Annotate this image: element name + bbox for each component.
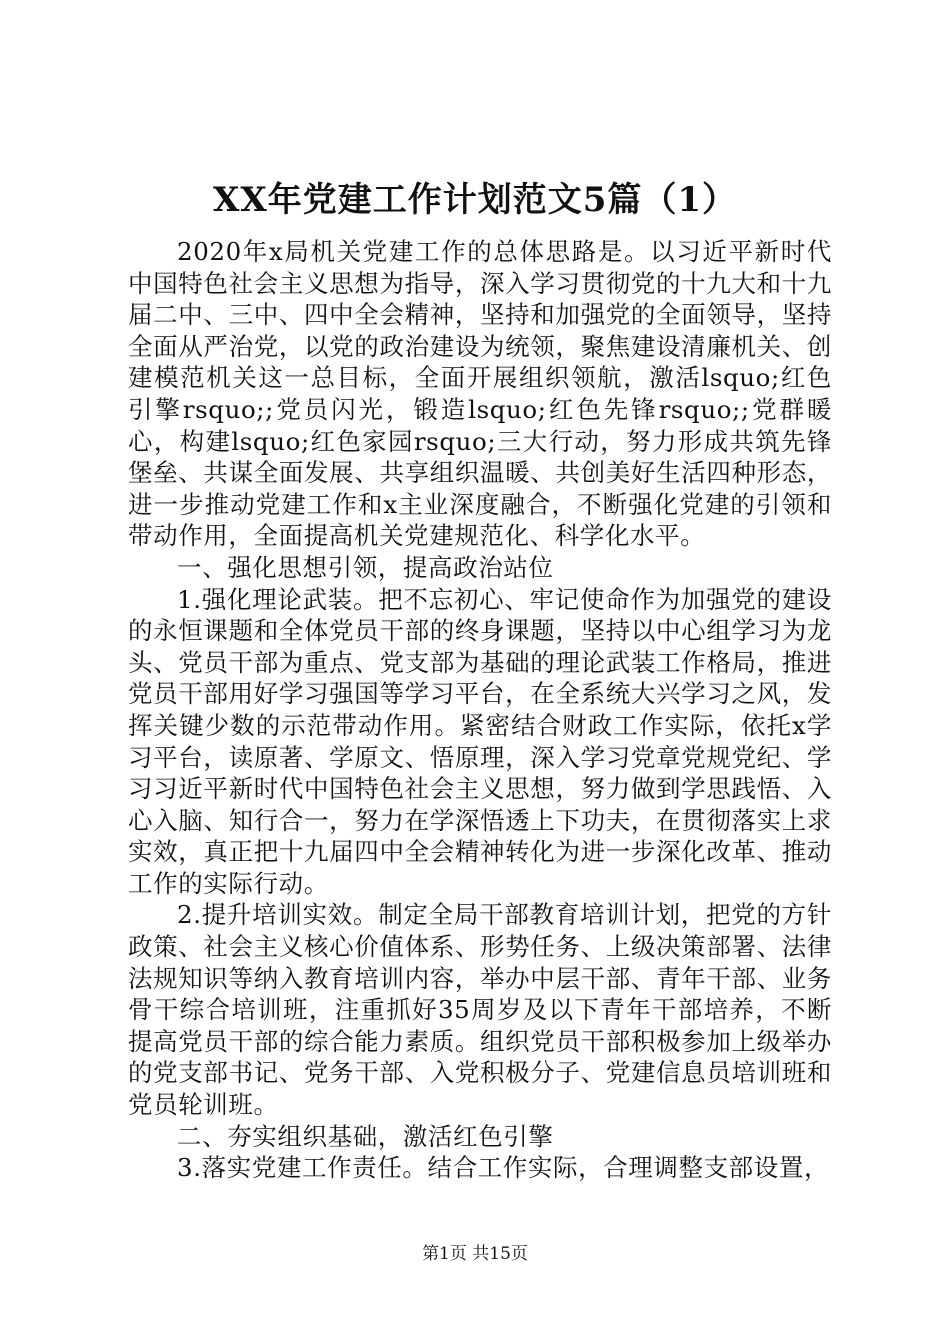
document-title: XX年党建工作计划范文5篇（1）	[212, 180, 738, 220]
paragraph-item-3: 3.落实党建工作责任。结合工作实际，合理调整支部设置，	[177, 1153, 830, 1183]
paragraph-intro: 2020年x局机关党建工作的总体思路是。以习近平新时代中国特色社会主义思想为指导，深入学习贯彻党的十九大和十九届二中、三中、四中全会精神，坚持和加强党的全面领导，坚持全面从严治党，以党的政治建设为统领，聚焦建设清廉机关、创建模范机关这一总目标，全面开展组织领航，激活lsquo;红色引擎rsquo;;党员闪光，锻造lsquo;红色先锋rsquo;;党群暖心，构建lsquo;红色家园rsquo;三大行动，努力形成共筑先锋堡垒、共谋全面发展、共享组织温暖、共创美好生活四种形态，进一步推动党建工作和x主业深度融合，不断强化党建的引领和带动作用，全面提高机关党建规范化、科学化水平。	[128, 237, 832, 551]
paragraph-item-2: 2.提升培训实效。制定全局干部教育培训计划，把党的方针政策、社会主义核心价值体系、形势任务、上级决策部署、法律法规知识等纳入教育培训内容，举办中层干部、青年干部、业务骨干综合培训班，注重抓好35周岁及以下青年干部培养，不断提高党员干部的综合能力素质。组织党员干部积极参加上级举办的党支部书记、党务干部、入党积极分子、党建信息员培训班和党员轮训班。	[128, 900, 832, 1120]
section-heading-2: 二、夯实组织基础，激活红色引擎	[177, 1121, 554, 1151]
paragraph-item-1: 1.强化理论武装。把不忘初心、牢记使命作为加强党的建设的永恒课题和全体党员干部的终身课题，坚持以中心组学习为龙头、党员干部为重点、党支部为基础的理论武装工作格局，推进党员干部用好学习强国等学习平台，在全系统大兴学习之风，发挥关键少数的示范带动作用。紧密结合财政工作实际，依托x学习平台，读原著、学原文、悟原理，深入学习党章党规党纪、学习习近平新时代中国特色社会主义思想，努力做到学思践悟、入心入脑、知行合一，努力在学深悟透上下功夫，在贯彻落实上求实效，真正把十九届四中全会精神转化为进一步深化改革、推动工作的实际行动。	[128, 584, 832, 898]
document-body	[128, 236, 832, 1184]
section-heading-1: 一、强化思想引领，提高政治站位	[177, 552, 554, 582]
page-footer: 第1页 共15页	[422, 1244, 528, 1264]
